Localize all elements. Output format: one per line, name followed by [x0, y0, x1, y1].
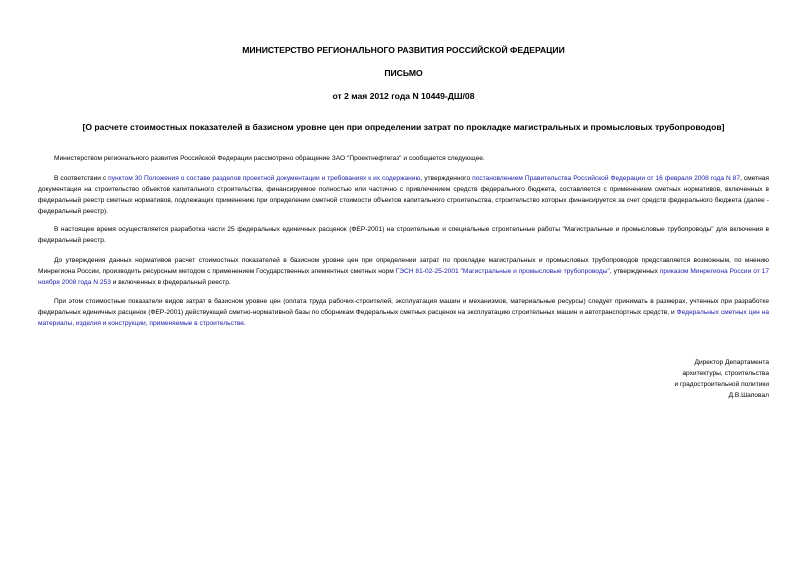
paragraph-1: Министерством регионального развития Российской Федерации рассмотрено обращение ЗАО "Проектнефтегаз" и сообщается следующее.	[54, 155, 485, 162]
paragraph-3: В настоящее время осуществляется разработка части 25 федеральных единичных расценок (ФЕР-2001) на строительные и специальные строительные работы "Магистральные и промысловые трубопроводы" для включения в федеральный реестр.	[38, 226, 769, 244]
signature-name: Д.В.Шаповал	[728, 392, 769, 399]
link-gesn-81-02-25-2001[interactable]: ГЭСН 81-02-25-2001 "Магистральные и промысловые трубопроводы"	[395, 268, 610, 275]
paragraph-2-text-2: , утвержденного	[420, 175, 473, 182]
paragraph-4-text-1: До утверждения данных нормативов расчет стоимостных показателей в базисном уровне цен при определении затрат по прокладке магистральных и промысловых трубопроводов представляется возможным, по мнению Минрегиона России, производить ресурсным методом с применением Государственных элементных сметных норм	[38, 257, 769, 275]
signature-title-line-2: архитектуры, строительства	[682, 370, 769, 377]
link-order-minregion-253[interactable]: приказом Минрегиона России от 17 ноября 2008 года N 253	[38, 268, 769, 286]
paragraph-4	[38, 255, 769, 288]
signature-title-line-1: Директор Департамента	[694, 359, 769, 366]
link-clause-30-regulation[interactable]: пунктом 30 Положения о составе разделов проектной документации и требованиях к их содержанию	[108, 175, 421, 182]
link-government-resolution-87[interactable]: постановлением Правительства Российской Федерации от 16 февраля 2008 года N 87	[472, 175, 741, 182]
document-date-number: от 2 мая 2012 года N 10449-ДШ/08	[332, 91, 475, 101]
paragraph-2	[38, 173, 769, 217]
paragraph-4-text-2: , утвержденных	[609, 268, 660, 275]
signature-title-line-3: и градостроительной политики	[674, 381, 769, 388]
paragraph-5-text-2: .	[243, 320, 246, 327]
paragraph-4-text-3: и включенных в федеральный реестр.	[110, 279, 231, 286]
paragraph-5	[38, 296, 769, 329]
link-federal-material-prices[interactable]: Федеральных сметных цен на материалы, изделия и конструкции, применяемые в строительстве	[38, 309, 769, 327]
paragraph-5-text-1: При этом стоимостные показатели видов затрат в базисном уровне цен (оплата труда рабочих-строителей, эксплуатация машин и механизмов, материальные ресурсы) следует принимать в размерах, учтенных при разработке федеральных единичных расценок (ФЕР-2001) действующей сметно-нормативной базы по сборникам Федеральных сметных расценок на эксплуатацию строительных машин и автотранспортных средств, и	[38, 298, 769, 316]
paragraph-2-text-3: , сметная документация на строительство объектов капитального строительства, финансируемое полностью или частично с привлечением средств федерального бюджета, составляется с применением сметных нормативов, включенных в федеральный реестр сметных нормативов, подлежащих применению при определении сметной стоимости объектов капитального строительства, строительство которых финансируется за счет средств федерального бюджета (далее - федеральный реестр).	[38, 175, 769, 215]
signature-block	[569, 357, 769, 401]
document-subject: [О расчете стоимостных показателей в базисном уровне цен при определении затрат по прокладке магистральных и промысловых трубопроводов]	[82, 122, 725, 132]
paragraph-2-text-1: В соответствии с	[54, 175, 109, 182]
ministry-heading: МИНИСТЕРСТВО РЕГИОНАЛЬНОГО РАЗВИТИЯ РОССИЙСКОЙ ФЕДЕРАЦИИ	[242, 45, 565, 55]
document-type: ПИСЬМО	[384, 68, 423, 78]
